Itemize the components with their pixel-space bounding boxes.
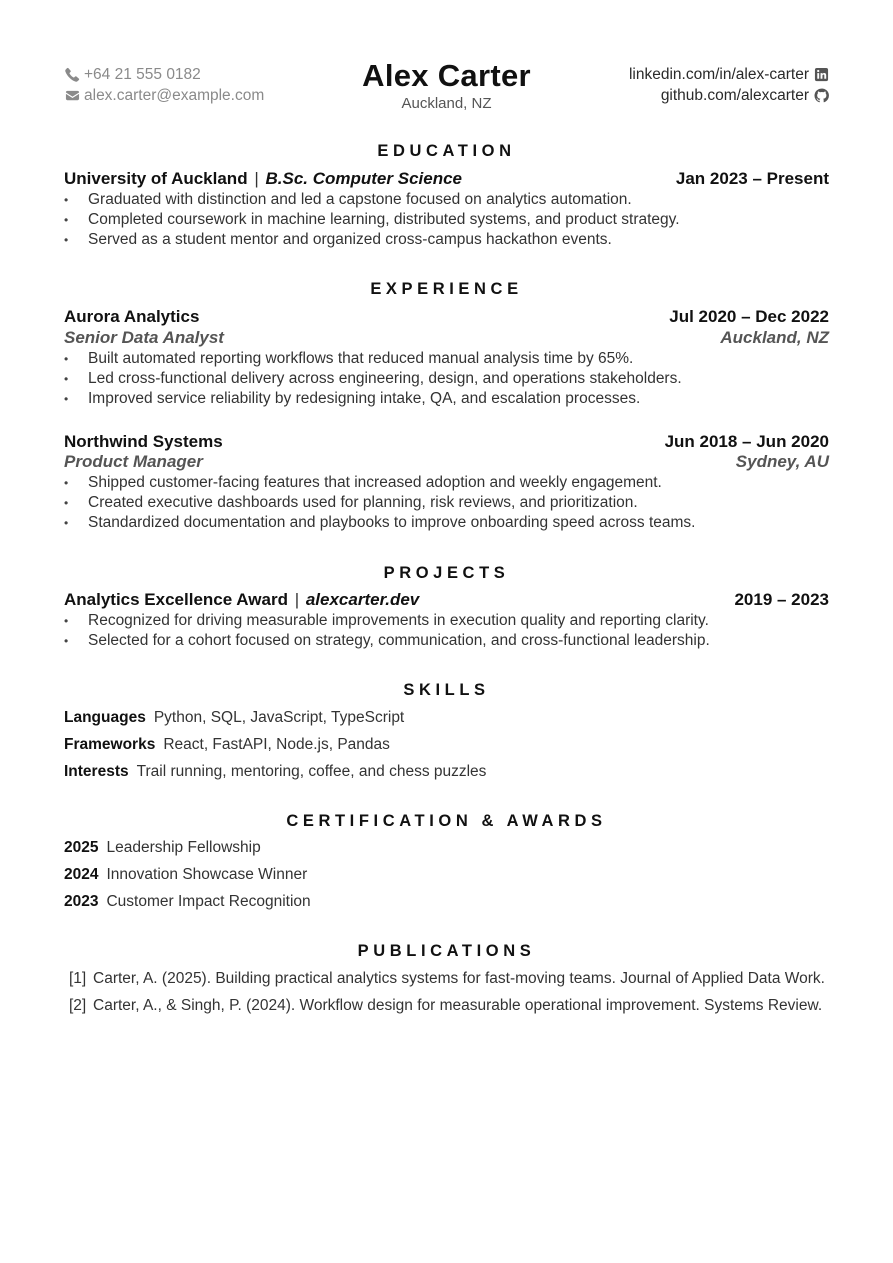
project-name: Analytics Excellence Award [64, 590, 288, 609]
phone-text[interactable]: +64 21 555 0182 [84, 66, 201, 83]
education-school-line [64, 168, 462, 189]
award-name: Leadership Fellowship [106, 839, 261, 856]
list-item: • Graduated with distinction and led a capstone focused on analytics automation. [64, 190, 829, 210]
list-item: • Completed coursework in machine learning, distributed systems, and product strategy. [64, 210, 829, 230]
publication-text: Carter, A., & Singh, P. (2024). Workflow design for measurable operational improvement. Systems Review. [93, 997, 823, 1014]
github-icon [813, 88, 829, 104]
school-name: University of Auckland [64, 169, 248, 188]
project-link[interactable]: alexcarter.dev [305, 590, 420, 609]
list-item: • Built automated reporting workflows that reduced manual analysis time by 65%. [64, 349, 829, 369]
job-2-bullets [64, 473, 829, 533]
job-1-row [64, 306, 829, 327]
publications-heading: PUBLICATIONS [357, 942, 536, 960]
resume-page [64, 0, 829, 1263]
award-item [64, 892, 311, 912]
project-title-line [64, 589, 419, 610]
list-item: • Standardized documentation and playbooks to improve onboarding speed across teams. [64, 513, 829, 533]
list-item: • Served as a student mentor and organized cross-campus hackathon events. [64, 230, 829, 250]
project-separator: | [294, 590, 300, 609]
list-item: • Created executive dashboards used for planning, risk reviews, and prioritization. [64, 493, 829, 513]
school-separator: | [254, 169, 259, 188]
education-row [64, 168, 829, 189]
job-1-company: Aurora Analytics [64, 307, 200, 326]
projects-heading: PROJECTS [383, 564, 510, 582]
github-line [629, 85, 829, 106]
email-text[interactable]: alex.carter@example.com [84, 87, 265, 104]
education-bullets [64, 190, 829, 250]
list-item: • Shipped customer-facing features that increased adoption and weekly engagement. [64, 473, 829, 493]
job-1-subrow [64, 327, 829, 348]
project-dates: 2019 – 2023 [734, 590, 829, 609]
publications-list [64, 969, 829, 1023]
skill-value: Python, SQL, JavaScript, TypeScript [153, 709, 405, 726]
resume-header [64, 58, 829, 118]
job-1-dates: Jul 2020 – Dec 2022 [669, 307, 829, 326]
education-heading: EDUCATION [377, 142, 516, 160]
skill-frameworks [64, 735, 390, 755]
skill-languages [64, 708, 404, 728]
skill-label: Frameworks [64, 736, 156, 753]
job-2-dates: Jun 2018 – Jun 2020 [664, 432, 829, 451]
publication-text: Carter, A. (2025). Building practical analytics systems for fast-moving teams. Journal of Applied Data Work. [93, 970, 825, 987]
job-1-role: Senior Data Analyst [64, 328, 224, 347]
skill-value: React, FastAPI, Node.js, Pandas [163, 736, 390, 753]
list-item: • Led cross-functional delivery across engineering, design, and operations stakeholders. [64, 369, 829, 389]
publication-number: [2] [69, 997, 87, 1014]
job-2-role: Product Manager [64, 452, 203, 471]
degree-name: B.Sc. Computer Science [265, 169, 462, 188]
skill-interests [64, 762, 486, 782]
award-year: 2024 [64, 866, 99, 883]
candidate-location: Auckland, NZ [401, 95, 492, 112]
job-2-subrow [64, 451, 829, 472]
project-row [64, 589, 829, 610]
award-item [64, 838, 261, 858]
award-item [64, 865, 307, 885]
job-2-location: Sydney, AU [735, 452, 829, 471]
award-name: Innovation Showcase Winner [106, 866, 308, 883]
job-1-bullets [64, 349, 829, 409]
linkedin-icon [813, 67, 829, 83]
linkedin-link[interactable]: linkedin.com/in/alex-carter [628, 66, 809, 83]
publication-item [64, 969, 829, 989]
list-item: • Selected for a cohort focused on strategy, communication, and cross-functional leadership. [64, 631, 829, 651]
linkedin-line [629, 64, 829, 85]
job-2-row [64, 431, 829, 452]
job-1-location: Auckland, NZ [720, 328, 829, 347]
candidate-name: Alex Carter [362, 58, 531, 93]
publication-number: [1] [69, 970, 87, 987]
skill-label: Interests [64, 763, 129, 780]
list-item: • Improved service reliability by redesigning intake, QA, and escalation processes. [64, 389, 829, 409]
contact-right [629, 64, 829, 106]
job-2-company: Northwind Systems [64, 432, 223, 451]
github-link[interactable]: github.com/alexcarter [660, 87, 809, 104]
award-year: 2023 [64, 893, 99, 910]
awards-heading: CERTIFICATION & AWARDS [286, 812, 607, 830]
publication-item [64, 996, 829, 1016]
award-name: Customer Impact Recognition [106, 893, 311, 910]
experience-heading: EXPERIENCE [370, 280, 523, 298]
list-item: • Recognized for driving measurable improvements in execution quality and reporting clarity. [64, 611, 829, 631]
education-dates: Jan 2023 – Present [675, 169, 829, 188]
award-year: 2025 [64, 839, 99, 856]
skill-value: Trail running, mentoring, coffee, and chess puzzles [136, 763, 487, 780]
project-bullets [64, 611, 829, 651]
skills-heading: SKILLS [403, 681, 490, 699]
skill-label: Languages [64, 709, 146, 726]
